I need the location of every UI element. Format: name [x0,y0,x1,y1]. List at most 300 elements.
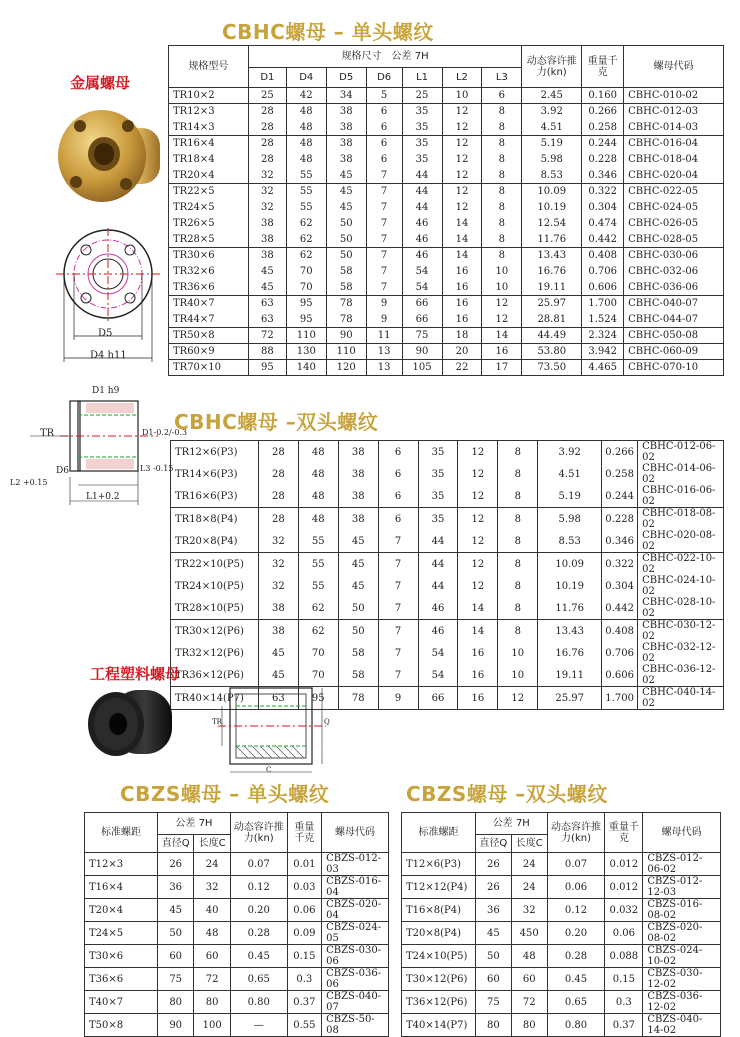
table-cell: 6 [378,463,418,485]
table-cell: 7 [378,575,418,597]
table-cell: 80 [475,1014,511,1037]
table-cell: 26 [475,876,511,899]
header-model: 规格型号 [169,46,249,88]
table-cell: TR16×6(P3) [171,485,259,508]
table-cell: 0.06 [605,922,643,945]
table-row [85,853,389,876]
table-cell: 45 [248,264,286,280]
table-cell: 100 [194,1014,230,1037]
table-cell: 8 [482,200,522,216]
table-row [169,232,724,248]
table-cell: 0.032 [605,899,643,922]
table-cell: 0.65 [547,991,605,1014]
table-cell: 46 [402,216,442,232]
table-cell: 38 [338,485,378,508]
table-cell: 13.43 [522,248,582,264]
table-cell: TR40×14(P7) [171,687,259,710]
table-cell: 0.322 [602,553,638,576]
table-cell: 24 [511,853,547,876]
table-cell: 38 [248,248,286,264]
table-row [171,597,724,620]
table-cell: T12×12(P4) [402,876,476,899]
table-cell: 16 [458,664,498,687]
table-cell: CBZS-036-06 [322,968,389,991]
table-cell: 8 [482,184,522,200]
table-cell: 38 [326,152,366,168]
table-cell: 35 [418,441,458,464]
table-row [169,184,724,200]
table-cell: 75 [475,991,511,1014]
table-cell: 13 [366,344,402,360]
table-cell: 10 [498,664,538,687]
metal-nut-label: 金属螺母 [70,74,131,92]
table-cell: 2.45 [522,88,582,104]
table-cell: 32 [248,184,286,200]
table-cell: 0.20 [230,899,287,922]
d1-tol-label: D1-0.2/-0.3 [142,428,188,437]
table-cell: 7 [366,200,402,216]
table-cell: 0.45 [230,945,287,968]
table-cell: CBHC-018-08-02 [638,508,724,531]
cbzs-single-title: CBZS螺母 – 单头螺纹 [120,782,330,806]
table-cell: CBHC-024-10-02 [638,575,724,597]
table-row [402,968,721,991]
table-cell: 32 [258,553,298,576]
table-cell: 62 [286,248,326,264]
table-cell: 48 [298,485,338,508]
table-cell: 28 [258,463,298,485]
table-cell: TR36×6 [169,280,249,296]
table-cell: 46 [418,597,458,620]
table-cell: 60 [194,945,230,968]
table-cell: TR16×4 [169,136,249,152]
table-cell: 12 [442,120,482,136]
table-cell: 0.442 [602,597,638,620]
table-cell: 0.706 [602,642,638,664]
table-cell: 90 [402,344,442,360]
table-cell: 60 [157,945,193,968]
table-cell: 0.706 [582,264,624,280]
table-cell: 105 [402,360,442,376]
table-cell: CBHC-030-06 [624,248,724,264]
table-cell: 48 [298,508,338,531]
table-cell: 8 [482,152,522,168]
table-cell: 12 [442,104,482,120]
table-cell: CBHC-040-07 [624,296,724,312]
table-cell: 55 [298,553,338,576]
table-row [85,991,389,1014]
table-cell: CBZS-024-05 [322,922,389,945]
table-cell: 0.606 [602,664,638,687]
table-cell: 14 [442,248,482,264]
table-cell: 38 [248,232,286,248]
table-cell: CBHC-012-06-02 [638,441,724,464]
table-cell: 19.11 [522,280,582,296]
table-cell: 0.28 [230,922,287,945]
table-row [85,922,389,945]
table-cell: 58 [326,264,366,280]
table-cell: 14 [458,597,498,620]
header-col-l1: L1 [402,68,442,88]
table-cell: 48 [286,104,326,120]
table-cell: 44.49 [522,328,582,344]
table-cell: 7 [366,232,402,248]
table-cell: CBHC-028-10-02 [638,597,724,620]
table-cell: TR12×3 [169,104,249,120]
l2-label: L2 +0.15 [10,478,48,487]
table-cell: 45 [338,530,378,553]
table-cell: 25 [248,88,286,104]
table-cell: 12 [442,152,482,168]
table-cell: 25.97 [538,687,602,710]
table-cell: TR14×3 [169,120,249,136]
table-cell: 78 [326,296,366,312]
table-cell: T30×6 [85,945,158,968]
table-cell: 12 [482,296,522,312]
table-cell: 58 [338,664,378,687]
header-load: 动态容许推力(kn) [522,46,582,88]
table-cell: 5.19 [538,485,602,508]
table-cell: 8 [498,553,538,576]
cbhc-single-table [168,45,724,376]
table-cell: 16 [442,280,482,296]
table-cell: 48 [286,120,326,136]
table-cell: 5.98 [522,152,582,168]
table-cell: CBHC-060-09 [624,344,724,360]
table-cell: 66 [418,687,458,710]
cbzs-single-table [84,812,389,1037]
table-cell: TR10×2 [169,88,249,104]
table-cell: 32 [511,899,547,922]
table-cell: 0.266 [582,104,624,120]
table-cell: 7 [366,264,402,280]
table-cell: 6 [366,120,402,136]
table-cell: CBHC-036-12-02 [638,664,724,687]
table-cell: 50 [338,597,378,620]
cbzs-s-header-lc: 长度C [194,835,230,853]
table-cell: 45 [338,575,378,597]
table-cell: 38 [338,441,378,464]
table-cell: 0.322 [582,184,624,200]
table-cell: 50 [157,922,193,945]
table-cell: CBHC-020-04 [624,168,724,184]
table-cell: 8 [482,216,522,232]
table-cell: 20 [442,344,482,360]
table-row [169,104,724,120]
table-row [171,620,724,643]
table-cell: 45 [248,280,286,296]
table-row [171,485,724,508]
cbzs-d-header-weight: 重量千克 [605,813,643,853]
table-cell: T12×6(P3) [402,853,476,876]
table-cell: 0.3 [287,968,321,991]
table-cell: 42 [286,88,326,104]
table-cell: 8 [482,248,522,264]
table-cell: T24×10(P5) [402,945,476,968]
table-cell: CBZS-040-14-02 [643,1014,721,1037]
table-cell: 38 [338,508,378,531]
table-cell: 0.244 [582,136,624,152]
table-cell: CBZS-016-04 [322,876,389,899]
table-row [169,344,724,360]
header-col-l3: L3 [482,68,522,88]
table-cell: 0.408 [602,620,638,643]
table-cell: TR18×8(P4) [171,508,259,531]
table-cell: 12.54 [522,216,582,232]
table-cell: CBHC-014-03 [624,120,724,136]
table-cell: 63 [248,312,286,328]
plastic-c-label: C [266,766,272,774]
table-cell: 1.700 [602,687,638,710]
d6-label: D6 [56,466,69,476]
table-cell: CBZS-50-08 [322,1014,389,1037]
table-cell: CBHC-022-05 [624,184,724,200]
table-cell: 12 [498,687,538,710]
table-cell: 12 [458,463,498,485]
table-cell: 0.228 [602,508,638,531]
table-cell: 70 [286,264,326,280]
table-cell: 95 [248,360,286,376]
table-cell: CBHC-012-03 [624,104,724,120]
table-cell: TR24×5 [169,200,249,216]
table-cell: 8 [498,597,538,620]
plastic-nut-drawing [208,686,338,778]
table-cell: 0.346 [602,530,638,553]
table-cell: 10 [442,88,482,104]
table-cell: CBZS-020-04 [322,899,389,922]
table-cell: 110 [326,344,366,360]
table-cell: 8 [482,136,522,152]
header-col-d5: D5 [326,68,366,88]
table-cell: CBZS-024-10-02 [643,945,721,968]
table-cell: 11.76 [538,597,602,620]
table-cell: 36 [157,876,193,899]
cbzs-s-header-load: 动态容许推力(kn) [230,813,287,853]
table-cell: 35 [402,136,442,152]
table-cell: 34 [326,88,366,104]
table-cell: 10.19 [522,200,582,216]
table-cell: 8 [498,463,538,485]
table-cell: 4.465 [582,360,624,376]
table-cell: 0.06 [547,876,605,899]
table-cell: 54 [402,280,442,296]
table-cell: 12 [458,485,498,508]
table-cell: 54 [418,664,458,687]
table-cell: 130 [286,344,326,360]
cbzs-d-header-code: 螺母代码 [643,813,721,853]
table-row [171,575,724,597]
table-cell: TR28×10(P5) [171,597,259,620]
table-cell: 72 [511,991,547,1014]
table-row [171,508,724,531]
table-cell: CBHC-040-14-02 [638,687,724,710]
table-cell: 38 [326,136,366,152]
table-cell: 17 [482,360,522,376]
table-row [402,945,721,968]
table-cell: 45 [338,553,378,576]
table-cell: 4.51 [538,463,602,485]
table-cell: 45 [326,168,366,184]
table-cell: 16.76 [538,642,602,664]
table-cell: 6 [378,485,418,508]
table-cell: 63 [248,296,286,312]
table-cell: CBHC-024-05 [624,200,724,216]
table-cell: 8 [498,620,538,643]
table-cell: 25.97 [522,296,582,312]
table-cell: 55 [286,184,326,200]
header-code: 螺母代码 [624,46,724,88]
table-row [169,168,724,184]
table-cell: 78 [338,687,378,710]
table-cell: 10 [482,280,522,296]
table-cell: TR12×6(P3) [171,441,259,464]
table-cell: T50×8 [85,1014,158,1037]
table-cell: 24 [194,853,230,876]
table-cell: CBZS-030-06 [322,945,389,968]
table-row [169,280,724,296]
plastic-tr-label: TR [212,718,222,726]
table-cell: 12 [442,200,482,216]
table-cell: 62 [298,620,338,643]
table-cell: 62 [286,232,326,248]
table-cell: 12 [458,575,498,597]
table-cell: 10 [498,642,538,664]
table-cell: 0.606 [582,280,624,296]
table-cell: 45 [326,200,366,216]
table-cell: 48 [511,945,547,968]
table-cell: 35 [418,508,458,531]
table-row [402,1014,721,1037]
table-cell: 7 [366,248,402,264]
table-cell: 12 [458,441,498,464]
table-cell: TR22×10(P5) [171,553,259,576]
table-cell: 36 [475,899,511,922]
table-cell: 450 [511,922,547,945]
table-cell: 9 [366,296,402,312]
table-cell: 26 [475,853,511,876]
table-cell: TR20×4 [169,168,249,184]
table-cell: 44 [402,168,442,184]
table-cell: 11.76 [522,232,582,248]
table-cell: 44 [418,575,458,597]
table-cell: 7 [378,664,418,687]
table-cell: TR24×10(P5) [171,575,259,597]
table-cell: 25 [402,88,442,104]
table-cell: 8 [498,441,538,464]
table-cell: 0.474 [582,216,624,232]
table-cell: CBHC-018-04 [624,152,724,168]
table-cell: 70 [298,642,338,664]
cbzs-d-header-dq: 直径Q [475,835,511,853]
table-row [402,876,721,899]
table-cell: 7 [366,168,402,184]
table-cell: CBZS-012-06-02 [643,853,721,876]
table-cell: TR50×8 [169,328,249,344]
table-cell: T40×7 [85,991,158,1014]
table-cell: 28 [248,136,286,152]
table-cell: TR28×5 [169,232,249,248]
table-cell: 35 [402,152,442,168]
table-cell: 13 [366,360,402,376]
table-row [169,248,724,264]
table-cell: 13.43 [538,620,602,643]
table-cell: CBZS-016-08-02 [643,899,721,922]
table-cell: 35 [402,104,442,120]
table-cell: 3.92 [538,441,602,464]
table-cell: 7 [378,620,418,643]
table-cell: 0.09 [287,922,321,945]
table-cell: 90 [157,1014,193,1037]
table-cell: 44 [418,530,458,553]
table-cell: 75 [157,968,193,991]
table-cell: 6 [378,441,418,464]
table-cell: 12 [458,530,498,553]
table-cell: 24 [511,876,547,899]
table-cell: 28 [258,441,298,464]
cbzs-d-header-lc: 长度C [511,835,547,853]
table-cell: 80 [157,991,193,1014]
table-cell: 6 [482,88,522,104]
table-cell: 54 [402,264,442,280]
table-cell: 0.304 [582,200,624,216]
table-cell: 95 [286,312,326,328]
table-cell: 46 [418,620,458,643]
table-cell: CBHC-032-06 [624,264,724,280]
table-cell: 22 [442,360,482,376]
table-cell: 58 [326,280,366,296]
table-cell: 70 [286,280,326,296]
table-row [169,312,724,328]
table-cell: 48 [298,463,338,485]
table-cell: 58 [338,642,378,664]
table-cell: 0.55 [287,1014,321,1037]
table-cell: 55 [286,200,326,216]
header-col-d4: D4 [286,68,326,88]
table-row [169,328,724,344]
table-cell: TR60×9 [169,344,249,360]
table-cell: 8 [482,104,522,120]
table-cell: 14 [458,620,498,643]
table-cell: 10.19 [538,575,602,597]
table-cell: 60 [475,968,511,991]
table-cell: T16×8(P4) [402,899,476,922]
table-cell: 0.03 [287,876,321,899]
table-cell: 10.09 [522,184,582,200]
table-cell: 72 [194,968,230,991]
table-cell: TR18×4 [169,152,249,168]
table-cell: 60 [511,968,547,991]
table-cell: 78 [326,312,366,328]
table-cell: 0.37 [605,1014,643,1037]
table-cell: 16.76 [522,264,582,280]
table-cell: 0.012 [605,876,643,899]
table-cell: 1.700 [582,296,624,312]
table-row [169,216,724,232]
table-cell: 55 [298,530,338,553]
table-cell: 44 [418,553,458,576]
table-row [171,664,724,687]
table-cell: 12 [442,136,482,152]
table-cell: 7 [378,597,418,620]
table-cell: 0.160 [582,88,624,104]
nut-front-drawing [52,228,170,368]
table-cell: 5 [366,88,402,104]
table-cell: 6 [378,508,418,531]
table-cell: TR40×7 [169,296,249,312]
table-cell: 9 [366,312,402,328]
table-cell: CBHC-026-05 [624,216,724,232]
table-cell: 62 [286,216,326,232]
